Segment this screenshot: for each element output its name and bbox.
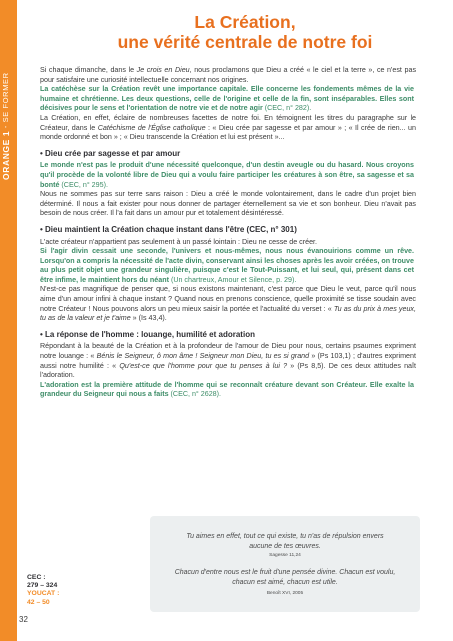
quotation-box bbox=[150, 516, 420, 612]
page-number: 32 bbox=[19, 615, 28, 624]
box-quote-line: Chacun d'entre nous est le fruit d'une pensée divine. Chacun est voulu, bbox=[174, 569, 396, 576]
box-quote-source: Benoît XVI, 2005 bbox=[266, 591, 304, 596]
section-label-main: ORANGE 1 bbox=[1, 130, 11, 180]
quote-chartreux: Si l'agir divin cessait une seconde, l'univers et nous-mêmes, nous nous évanouirions comme un rêve. Lorsqu'on a compris la nécessité de l'acte divin, conservant ainsi les choses après les avoir créées, on trouve au plus petit objet une grandeur singulière, puisque c'est le Tout-Puissant, et lui seul, qui, présent dans cet être infime, le maintient hors du néant (Un chartreux, Amour et Silence, p. 29). bbox=[40, 247, 414, 284]
article-body bbox=[40, 66, 416, 400]
page-title bbox=[60, 12, 430, 52]
bullet-icon: • bbox=[40, 148, 46, 158]
bullet-icon: • bbox=[40, 224, 46, 234]
quote-cec-282: La catéchèse sur la Création revêt une importance capitale. Elle concerne les fondements mêmes de la vie humaine et chrétienne. Les deux questions, celle de l'origine et celle de la fin, sont inséparables. Elles sont décisives pour le sens et l'orientation de notre vie et de notre agir (CEC, n° 282). bbox=[40, 85, 414, 113]
section-label-sub: - SE FORMER bbox=[1, 72, 10, 131]
box-quote-line: Tu aimes en effet, tout ce qui existe, tu n'as de répulsion envers bbox=[186, 533, 384, 540]
paragraph-isaiah: N'est-ce pas magnifique de penser que, si nous existons maintenant, c'est parce que Dieu le veut, parce qu'il nous aime d'un amour infini à chaque instant ? Quand nous en prenons conscience, quelle proximité se tisse soudain avec notre Créateur ! Nous pouvons alors un peu mieux saisir la portée et l'actualité du verset : « Tu as du prix à mes yeux, tu as de la valeur et je t'aime » (Is 43,4). bbox=[40, 285, 416, 323]
section-heading-response: • La réponse de l'homme : louange, humilité et adoration bbox=[40, 329, 255, 339]
reference-list bbox=[27, 574, 59, 607]
paragraph-creative-act: L'acte créateur n'appartient pas seulement à un passé lointain : Dieu ne cesse de créer. bbox=[40, 237, 318, 246]
section-heading-wisdom-love: • Dieu crée par sagesse et par amour bbox=[40, 148, 181, 158]
paragraph-creation-facets: La Création, en effet, éclaire de nombreuses facettes de notre foi. En témoignent les titres du paragraphe sur le Créateur, dans le Catéchisme de l'Église catholique : « Dieu crée par sagesse et par amour » ; « Il crée de rien... un monde ordonné et bon » ; « Dieu transcende la Création et lui est présent »... bbox=[40, 113, 416, 142]
bullet-icon: • bbox=[40, 329, 46, 339]
cec-range: 279 – 324 bbox=[27, 582, 58, 590]
section-heading-maintains: • Dieu maintient la Création chaque instant dans l'être (CEC, n° 301) bbox=[40, 224, 297, 234]
section-label bbox=[1, 35, 11, 180]
quote-cec-2628: L'adoration est la première attitude de l'homme qui se reconnaît créature devant son Créateur. Elle exalte la grandeur du Seigneur qui nous a faits (CEC, n° 2628). bbox=[40, 380, 414, 399]
paragraph-intro: Si chaque dimanche, dans le Je crois en Dieu, nous proclamons que Dieu a créé « le ciel et la terre », ce n'est pas pour satisfaire une curiosité intellectuelle concernant nos origines. bbox=[40, 66, 417, 84]
page-title-line2: une vérité centrale de notre foi bbox=[117, 32, 373, 52]
page-title-line1: La Création, bbox=[194, 12, 296, 32]
box-quote-line: aucune de tes œuvres. bbox=[249, 543, 321, 550]
section-sidebar bbox=[0, 0, 17, 641]
paragraph-purpose: Nous ne sommes pas sur terre sans raison : Dieu a créé le monde volontairement, dans le cadre d'un projet bien déterminé. Il nous a fait exister pour nous donner de partager éternellement sa vie et son bonheur. Dieu n'avait pas besoin de nous créer. Il l'a fait dans un amour pur et totalement désintéressé. bbox=[40, 190, 416, 218]
youcat-label: YOUCAT : bbox=[27, 590, 60, 598]
box-quote-line: chacun est aimé, chacun est utile. bbox=[232, 579, 338, 586]
box-quote-source: Sagesse 11,24 bbox=[269, 553, 301, 558]
youcat-range: 42 – 50 bbox=[27, 598, 50, 606]
quote-cec-295: Le monde n'est pas le produit d'une nécessité quelconque, d'un destin aveugle ou du hasard. Nous croyons qu'il procède de la volonté libre de Dieu qui a voulu faire participer les créatures à son être, sa sagesse et sa bonté (CEC, n° 295). bbox=[40, 161, 414, 189]
cec-label: CEC : bbox=[27, 574, 46, 581]
paragraph-psalms: Répondant à la beauté de la Création et à la profondeur de l'amour de Dieu pour nous, certains psaumes expriment notre louange : « Bénis le Seigneur, ô mon âme ! Seigneur mon Dieu, tu es si grand » (Ps 103,1) ; d'autres expriment aussi notre humilité : « Qu'est-ce que l'homme pour que tu penses à lui ? » (Ps 8,5). De ces deux attitudes naît l'adoration. bbox=[40, 342, 416, 380]
